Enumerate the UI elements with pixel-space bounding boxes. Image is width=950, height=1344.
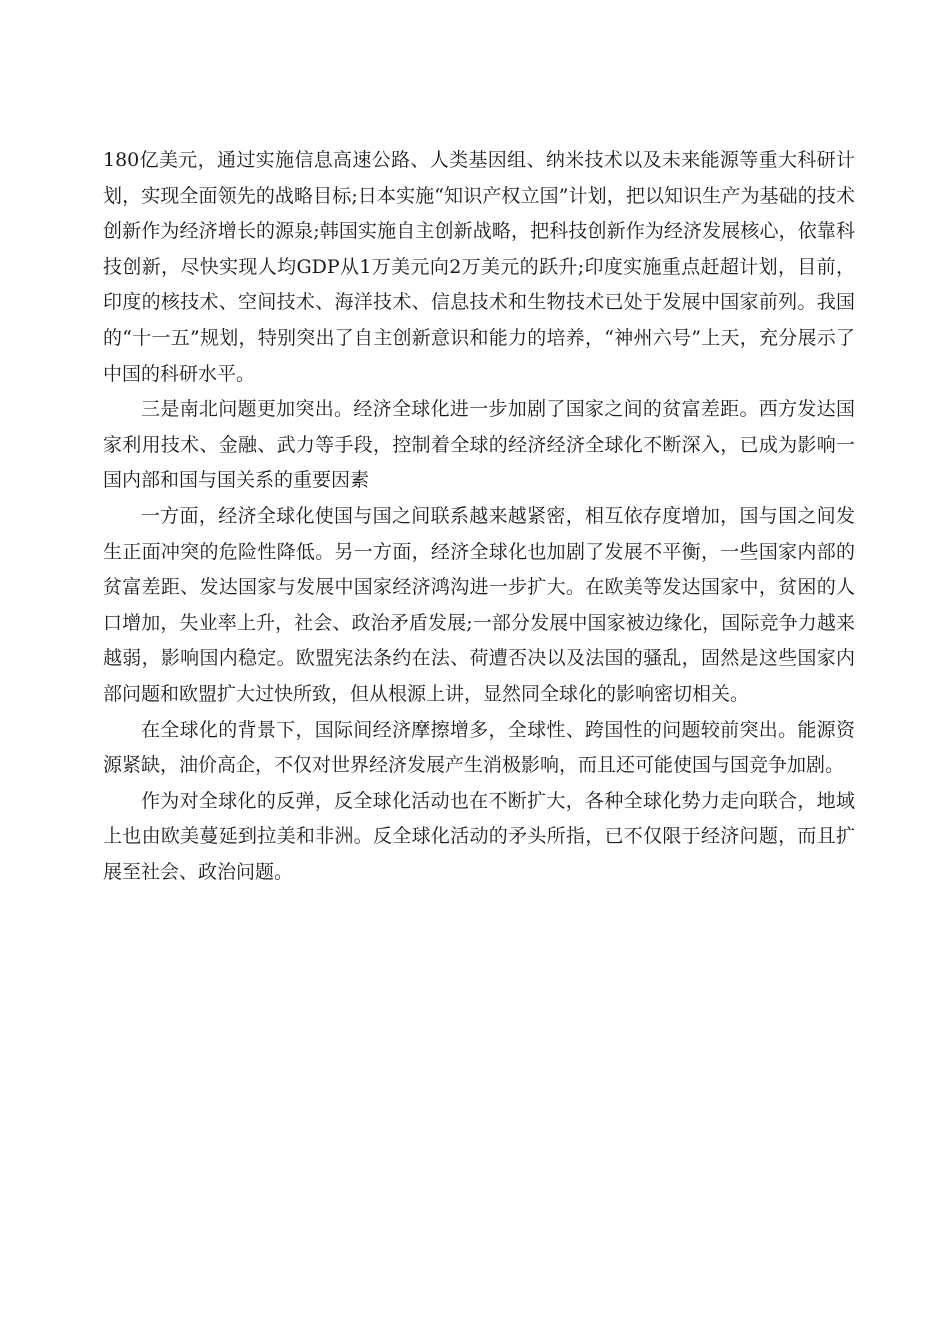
paragraph-economic-friction: 在全球化的背景下，国际间经济摩擦增多，全球性、跨国性的问题较前突出。能源资源紧缺，油价高企，不仅对世界经济发展产生消极影响，而且还可能使国与国竞争加剧。: [103, 718, 855, 777]
document-body: [103, 143, 855, 890]
paragraph-continuation: 180亿美元，通过实施信息高速公路、人类基因组、纳米技术以及未来能源等重大科研计划，实现全面领先的战略目标;日本实施“知识产权立国”计划，把以知识生产为基础的技术创新作为经济增长的源泉;韩国实施自主创新战略，把科技创新作为经济发展核心，依靠科技创新，尽快实现人均GDP从1万美元向2万美元的跃升;印度实施重点赶超计划，目前，印度的核技术、空间技术、海洋技术、信息技术和生物技术已处于发展中国家前列。我国的“十一五”规划，特别突出了自主创新意识和能力的培养，“神州六号”上天，充分展示了中国的科研水平。: [103, 149, 855, 385]
paragraph-anti-globalization: 作为对全球化的反弹，反全球化活动也在不断扩大，各种全球化势力走向联合，地域上也由欧美蔓延到拉美和非洲。反全球化活动的矛头所指，已不仅限于经济问题，而且扩展至社会、政治问题。: [103, 789, 855, 883]
paragraph-globalization-effects: 一方面，经济全球化使国与国之间联系越来越紧密，相互依存度增加，国与国之间发生正面冲突的危险性降低。另一方面，经济全球化也加剧了发展不平衡，一些国家内部的贫富差距、发达国家与发展中国家经济鸿沟进一步扩大。在欧美等发达国家中，贫困的人口增加，失业率上升，社会、政治矛盾发展;一部分发展中国家被边缘化，国际竞争力越来越弱，影响国内稳定。欧盟宪法条约在法、荷遭否决以及法国的骚乱，固然是这些国家内部问题和欧盟扩大过快所致，但从根源上讲，显然同全球化的影响密切相关。: [103, 504, 855, 705]
paragraph-north-south-problem: 三是南北问题更加突出。经济全球化进一步加剧了国家之间的贫富差距。西方发达国家利用技术、金融、武力等手段，控制着全球的经济经济全球化不断深入，已成为影响一国内部和国与国关系的重要因素: [103, 398, 855, 492]
